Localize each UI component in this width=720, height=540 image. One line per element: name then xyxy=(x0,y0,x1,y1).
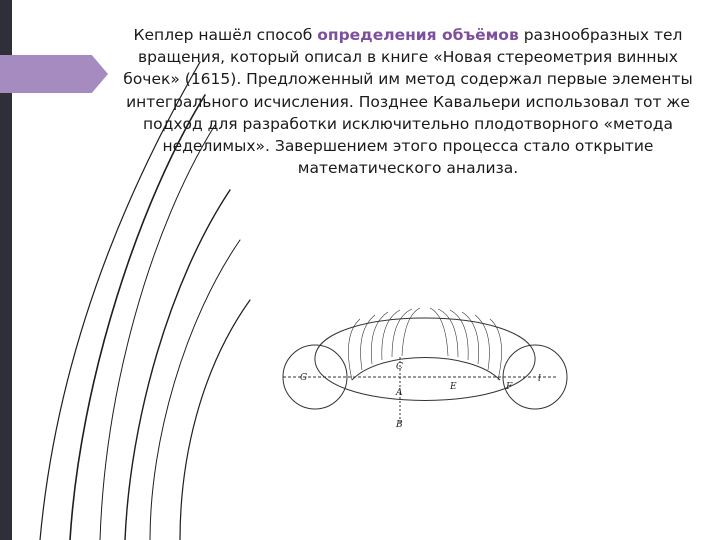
label-b: B xyxy=(396,420,403,430)
paragraph-body: разнообразных тел вращения, который описал в книге «Новая стереометрия винных бочек» (1615). Предложенный им метод содержал первые элементы интегрального исчисления. Позднее Кавальери использовал тот же подход для разработки исключительно плодотворного «метода неделимых». Завершением этого процесса стало открытие математического анализа. xyxy=(123,26,693,178)
label-e: E xyxy=(450,382,457,392)
outer-ellipse xyxy=(315,318,535,401)
paragraph-lead: Кеплер нашёл способ xyxy=(133,26,318,44)
highlighted-term: определения объёмов xyxy=(317,26,519,44)
label-c: C xyxy=(396,362,403,372)
label-a: A xyxy=(396,388,403,398)
meridian-slices xyxy=(348,308,501,380)
label-g: G xyxy=(300,373,308,383)
main-paragraph xyxy=(108,24,708,179)
label-l: l xyxy=(538,374,541,384)
label-f: F xyxy=(506,382,513,392)
kepler-torus-diagram xyxy=(280,285,570,445)
